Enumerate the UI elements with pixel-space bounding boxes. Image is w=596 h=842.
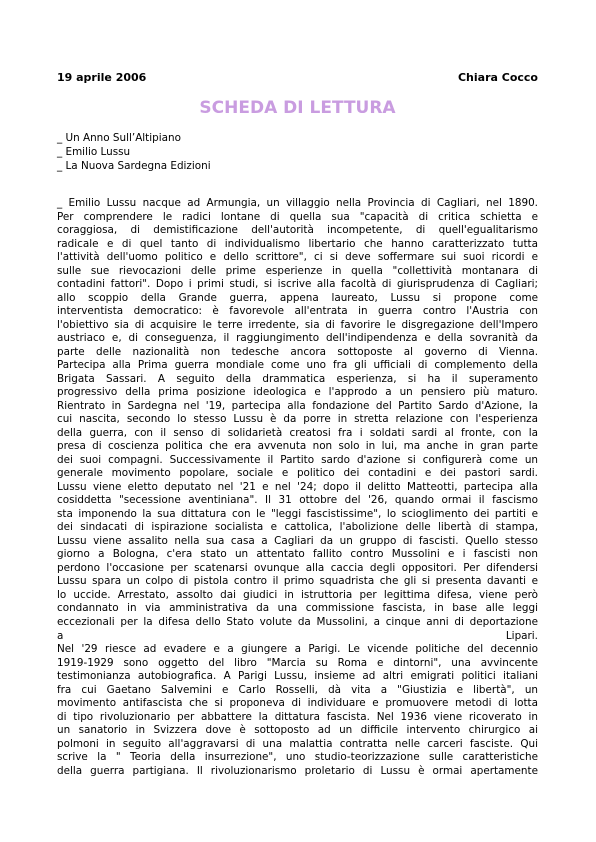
text-line: Lussu viene eletto deputato nel '21 e nel '24; dopo il delitto Matteotti, partecipa alla [57, 480, 538, 493]
text-line: testimonianza autobiografica. A Parigi Lussu, insieme ad altri emigrati politici italiani [57, 670, 538, 683]
text-line: eccezionali per la difesa dello Stato volute da Mussolini, a cinque anni di deportazione [57, 615, 538, 628]
text-line: contadini fattori". Dopo i primi studi, si iscrive alla facoltà di giurisprudenza di Cagliari; [57, 278, 538, 291]
text-line: coraggiosa, di demistificazione dell'autorità incompetente, di quell'egualitarismo [57, 224, 538, 237]
text-line: condannato in via amministrativa da una commissione fascista, in base alle leggi [57, 602, 538, 615]
text-line: di tipo rivoluzionario per abbattere la dittatura fascista. Nel 1936 viene ricoverato in [57, 710, 538, 723]
text-line: polmoni in seguito all'aggravarsi di una malattia contratta nelle carceri fasciste. Qui [57, 737, 538, 750]
text-line: dei sindacati di ispirazione socialista e cattolica, l'abolizione delle libertà di stampa, [57, 521, 538, 534]
text-line: cui nascita, secondo lo stesso Lussu è da porre in stretta relazione con l'esperienza [57, 413, 538, 426]
text-line: Per comprendere le radici lontane di quella sua "capacità di critica schietta e [57, 210, 538, 223]
text-line: sulle sue rievocazioni delle prime esperienze in quella "collettività montanara di [57, 264, 538, 277]
text-line: della guerra partigiana. Il rivoluzionarismo proletario di Lussu è ormai apertamente [57, 764, 538, 777]
text-line: giorno a Bologna, c'era stato un attentato fallito contro Mussolini e i fascisti non [57, 548, 538, 561]
text-line: scrive la " Teoria della insurrezione", uno studio-teorizzazione sulle caratteristiche [57, 751, 538, 764]
body-paragraph [57, 643, 538, 778]
text-line: perdono l'occasione per scatenarsi ovunque alla caccia degli oppositori. Per difendersi [57, 561, 538, 574]
reference-book-title: _ Un Anno Sull’Altipiano [57, 132, 181, 144]
text-line: presa di coscienza politica che era avvenuta non solo in lui, ma anche in gran parte [57, 440, 538, 453]
text-line: 1919-1929 sono oggetto del libro "Marcia su Roma e dintorni", una avvincente [57, 656, 538, 669]
text-line: dei suoi compagni. Successivamente il Partito sardo d'azione si configurerà come un [57, 453, 538, 466]
reference-publisher: _ La Nuova Sardegna Edizioni [57, 160, 211, 172]
text-line: radicale e di quel tanto di individualismo libertario che hanno caratterizzato tutta [57, 237, 538, 250]
text-line: _ Emilio Lussu nacque ad Armungia, un villaggio nella Provincia di Cagliari, nel 1890. [57, 197, 538, 209]
text-line: a Lipari. [57, 629, 538, 642]
text-line: allo scoppio della Grande guerra, appena laureato, Lussu si propone come [57, 291, 538, 304]
text-line: interventista democratico: è favorevole all'entrata in guerra contro l'Austria con [57, 305, 538, 318]
text-line: sta imponendo la sua dittatura con le "leggi fascistissime", lo scioglimento dei partiti e [57, 507, 538, 520]
reference-author: _ Emilio Lussu [57, 146, 131, 158]
text-line: Brigata Sassari. A seguito della drammatica esperienza, si ha il superamento [57, 372, 538, 385]
text-line: Partecipa alla Prima guerra mondiale come uno fra gli ufficiali di complemento della [57, 359, 538, 372]
document-author: Chiara Cocco [457, 71, 538, 84]
text-line: della guerra, con il senso di solidarietà creatosi fra i soldati sardi al fronte, con la [57, 426, 538, 439]
text-line: austriaco e, di conseguenza, il raggiungimento dell'indipendenza e della sovranità da [57, 332, 538, 345]
text-line: Lussu viene assalito nella sua casa a Cagliari da un gruppo di fascisti. Quello stesso [57, 534, 538, 547]
text-line: l'attività dell'uomo politico e dello scrittore", ci si deve soffermare sui suoi ricordi e [57, 251, 538, 264]
text-line: movimento antifascista che si proponeva di individuare e promuovere metodi di lotta [57, 697, 538, 710]
book-references [57, 131, 538, 173]
text-line: progressivo della prima posizione ideologica e l'approdo a un pensiero più maturo. [57, 386, 538, 399]
text-line: Lussu spara un colpo di pistola contro il primo squadrista che gli si presenta davanti e [57, 575, 538, 588]
document-body [57, 197, 538, 778]
text-line: Rientrato in Sardegna nel '19, partecipa alla fondazione del Partito Sardo d'Azione, la [57, 399, 538, 412]
document-date: 19 aprile 2006 [57, 71, 147, 84]
text-line: Nel '29 riesce ad evadere e a giungere a Parigi. Le vicende politiche del decennio [57, 643, 538, 656]
text-line: parte delle nazionalità non tedesche ancora sottoposte al governo di Vienna. [57, 345, 538, 358]
body-paragraph [57, 197, 538, 643]
text-line: cosiddetta "secessione aventiniana". Il 31 ottobre del '26, quando ormai il fascismo [57, 494, 538, 507]
text-line: fra cui Gaetano Salvemini e Carlo Rosselli, dà vita a "Giustizia e libertà", un [57, 683, 538, 696]
text-line: un sanatorio in Svizzera dove è sottoposto ad un difficile intervento chirurgico ai [57, 724, 538, 737]
text-line: lo uccide. Arrestato, assolto dai giudici in istruttoria per legittima difesa, viene però [57, 588, 538, 601]
text-line: generale movimento popolare, sociale e politico dei contadini e dei pastori sardi. [57, 467, 538, 480]
page-title: SCHEDA DI LETTURA [199, 98, 396, 118]
text-line: l'obiettivo sia di acquisire le terre irredente, sia di favorire le disgregazione dell'Impero [57, 318, 538, 331]
